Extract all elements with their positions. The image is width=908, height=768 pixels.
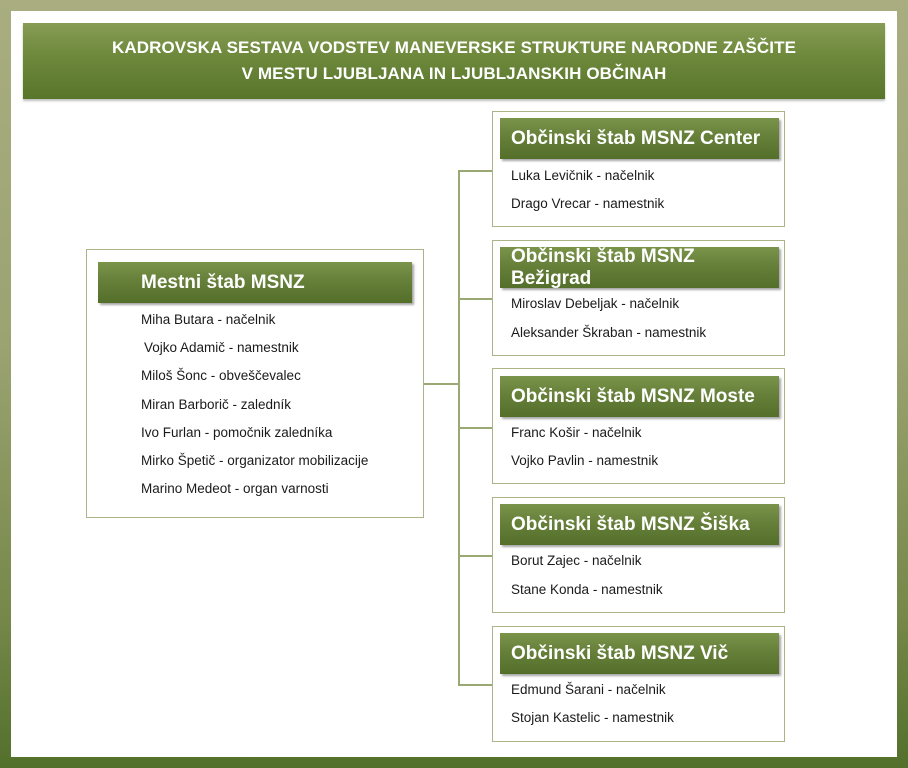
municipal-staff-member: Franc Košir - načelnik bbox=[511, 425, 642, 440]
main-staff-name: Mestni štab MSNZ bbox=[141, 271, 305, 293]
main-staff-member: Miran Barborič - zaledník bbox=[141, 397, 292, 412]
municipal-staff-name: Občinski štab MSNZ Vič bbox=[511, 642, 729, 664]
municipal-staff-member: Stane Konda - namestnik bbox=[511, 582, 663, 597]
municipal-staff-member: Borut Zajec - načelnik bbox=[511, 553, 642, 568]
main-staff-member: Marino Medeot - organ varnosti bbox=[141, 481, 329, 496]
municipal-staff-member: Stojan Kastelic - namestnik bbox=[511, 710, 674, 725]
municipal-staff-member: Vojko Pavlin - namestnik bbox=[511, 453, 659, 468]
title-line-1: KADROVSKA SESTAVA VODSTEV MANEVERSKE STRUKTURE NARODNE ZAŠČITE bbox=[111, 38, 797, 57]
municipal-staff-member: Aleksander Škraban - namestnik bbox=[511, 325, 707, 340]
municipal-staff-member: Drago Vrecar - namestnik bbox=[511, 196, 665, 211]
municipal-staff-header-siska bbox=[500, 504, 779, 545]
connector-branch-center bbox=[458, 170, 492, 172]
connector-branch-vic bbox=[458, 684, 492, 686]
main-staff-header bbox=[98, 262, 412, 303]
municipal-staff-name: Občinski štab MSNZ Bežigrad bbox=[511, 245, 695, 289]
main-staff-member: Ivo Furlan - pomočnik zaledníka bbox=[141, 425, 333, 440]
municipal-staff-name: Občinski štab MSNZ Center bbox=[511, 127, 761, 149]
connector-branch-bezigrad bbox=[458, 298, 492, 300]
connector-main-horizontal bbox=[424, 383, 459, 385]
municipal-staff-name: Občinski štab MSNZ Moste bbox=[511, 385, 755, 407]
main-staff-member: Mirko Špetič - organizator mobilizacije bbox=[141, 453, 369, 468]
main-staff-member: Miha Butara - načelnik bbox=[141, 312, 276, 327]
municipal-staff-member: Miroslav Debeljak - načelnik bbox=[511, 296, 680, 311]
municipal-staff-member: Edmund Šarani - načelnik bbox=[511, 682, 666, 697]
municipal-staff-header-bezigrad bbox=[500, 247, 779, 288]
municipal-staff-header-moste bbox=[500, 376, 779, 417]
municipal-staff-member: Luka Levičnik - načelnik bbox=[511, 168, 655, 183]
municipal-staff-header-center bbox=[500, 118, 779, 159]
connector-branch-siska bbox=[458, 555, 492, 557]
main-staff-member: Miloš Šonc - obveščevalec bbox=[141, 368, 301, 383]
title-line-2: V MESTU LJUBLJANA IN LJUBLJANSKIH OBČINAH bbox=[241, 64, 667, 83]
connector-branch-moste bbox=[458, 427, 492, 429]
municipal-staff-name: Občinski štab MSNZ Šiška bbox=[511, 513, 750, 535]
title-bar bbox=[23, 23, 885, 99]
main-staff-member: Vojko Adamič - namestnik bbox=[144, 340, 299, 355]
municipal-staff-header-vic bbox=[500, 633, 779, 674]
